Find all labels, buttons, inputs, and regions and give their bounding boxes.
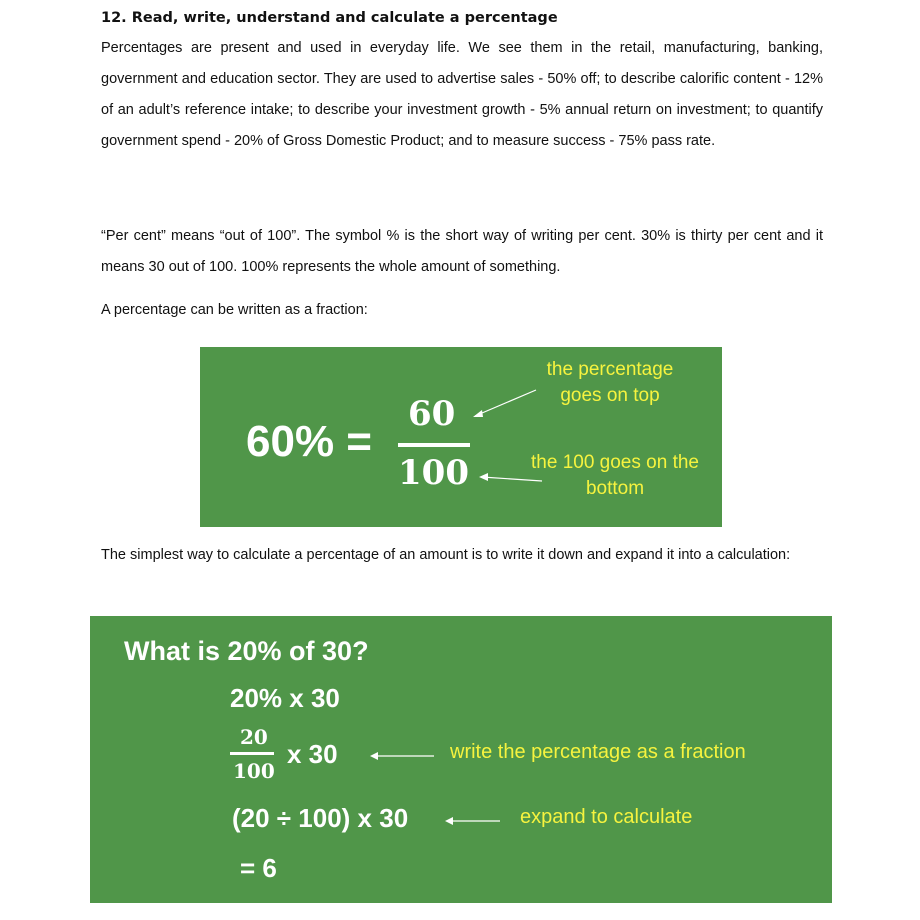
section-heading: 12. Read, write, understand and calculate a percentage [101,10,558,26]
calculation-intro-paragraph: The simplest way to calculate a percentage of an amount is to write it down and expand it into a calculation: [101,547,791,563]
arrow-top-line [475,390,536,416]
example-fraction-multiplier: x 30 [287,739,338,769]
fraction-intro-paragraph: A percentage can be written as a fraction: [101,302,368,318]
example-step-1: 20% x 30 [230,683,340,713]
fraction-numerator: 60 [408,394,456,434]
intro-paragraph: Percentages are present and used in everyday life. We see them in the retail, manufacturing, banking, government and education sector. They are used to advertise sales - 50% off; to describe calorific content - 12% of an adult’s reference intake; to describe your investment growth - 5% annual return on investment; to quantify government spend - 20% of Gross Domestic Product; and to measure success - 75% pass rate. [101,40,823,149]
annotation-percentage-top: the percentage goes on top [546,359,674,406]
fraction-denominator: 100 [398,453,469,493]
annotation-write-fraction: write the percentage as a fraction [450,741,746,763]
per-cent-paragraph: “Per cent” means “out of 100”. The symbol % is the short way of writing per cent. 30% is thirty per cent and it means 30 out of 100. 100% represents the whole amount of something. [101,228,823,275]
fraction-example-box [200,347,722,527]
arrow-expand-head [445,817,453,825]
arrow-top-head [473,410,483,417]
example-fraction-numerator: 20 [240,725,268,749]
annotation-expand: expand to calculate [520,806,693,828]
arrow-bottom-head [479,473,488,481]
annotation-100-bottom: the 100 goes on the bottom [531,452,699,499]
fraction-bar [398,443,470,447]
arrow-fraction-head [370,752,378,760]
example-fraction-denominator: 100 [233,759,275,783]
example-result: = 6 [240,853,277,883]
example-fraction-bar [230,752,274,755]
percentage-equals: 60% = [246,417,372,466]
example-step-3: (20 ÷ 100) x 30 [232,803,409,833]
example-question: What is 20% of 30? [124,636,369,666]
worked-example-box [90,616,832,903]
